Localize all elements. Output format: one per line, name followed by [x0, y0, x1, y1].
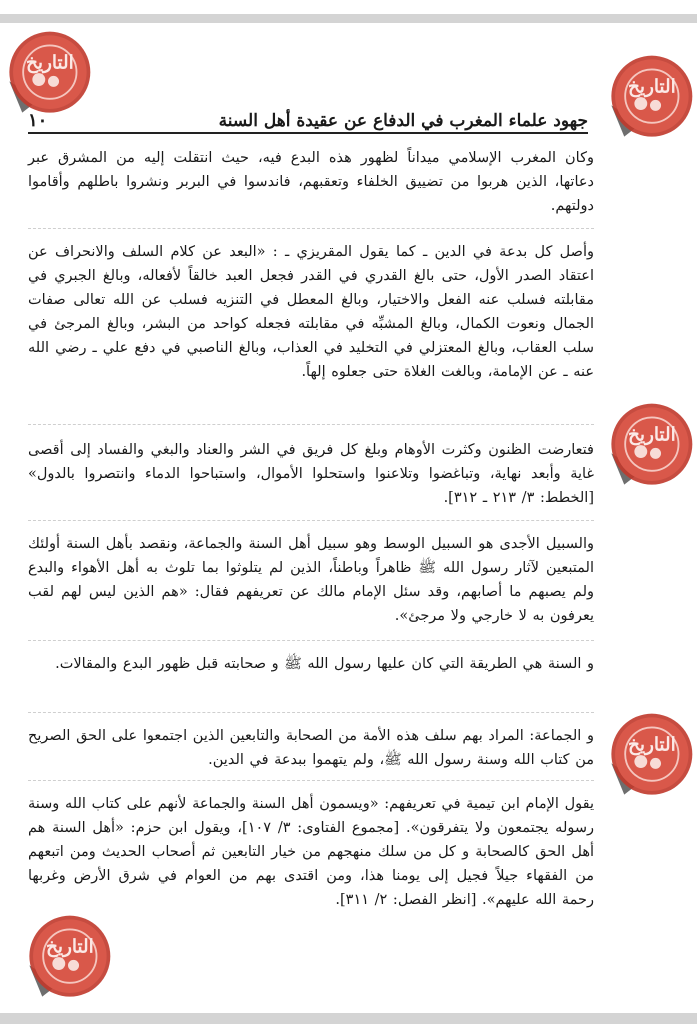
svg-text:التاريخ: التاريخ: [45, 936, 94, 958]
divider: [28, 640, 594, 641]
paragraph: و الجماعة: المراد بهم سلف هذه الأمة من الصحابة والتابعين الذين اجتمعوا على الحق الصريح من كتاب الله وسنة رسول الله ﷺ، ولم يتهموا ببدعة في الدين.: [28, 728, 594, 768]
bottom-margin-band: [0, 1013, 697, 1024]
paragraph: وكان المغرب الإسلامي ميداناً لظهور هذه البدع فيه، حيث انتقلت إليه من المشرق عبر دعاتها، الذين هربوا من تضييق الخلفاء وتعقبهم، فاندسوا في البربر ونشروا باطلهم وأقاموا دولتهم.: [28, 150, 594, 214]
top-margin-band: [0, 0, 697, 18]
divider: [28, 712, 594, 713]
seal-watermark-icon: [604, 400, 696, 492]
running-title: جهود علماء المغرب في الدفاع عن عقيدة أهل السنة: [218, 111, 588, 131]
divider: [28, 780, 594, 781]
page-number: ١٠: [28, 110, 48, 131]
paragraph: و السنة هي الطريقة التي كان عليها رسول الله ﷺ و صحابته قبل ظهور البدع والمقالات.: [55, 656, 594, 672]
paragraph: وأصل كل بدعة في الدين ـ كما يقول المقريزي ـ : «البعد عن كلام السلف والانحراف عن اعتقاد الصدر الأول، حتى بالغ القدري في القدر فجعل العبد خالقاً لأفعاله، وبالغ الجبري في مقابلته فسلب عنه الفعل والاختيار، وبالغ المعطل في التنزيه فسلب عن الله تعالى صفات الجمال ونعوت الكمال، وبالغ المشبِّه في مقابلته فجعله كواحد من البشر، وبالغ المرجئ في سلب العقاب، وبالغ المعتزلي في التخليد في العذاب، وبالغ الناصبي في دفع علي ـ رضي الله عنه ـ عن الإمامة، وبالغت الغلاة حتى جعلوه إلهاً.: [28, 244, 594, 380]
seal-watermark-icon: [604, 710, 696, 802]
divider: [28, 424, 594, 425]
header-rule: [28, 132, 588, 134]
svg-text:التاريخ: التاريخ: [25, 52, 74, 74]
paragraph: والسبيل الأجدى هو السبيل الوسط وهو سبيل أهل السنة والجماعة، ونقصد بأهل السنة أولئك المتبعين لآثار رسول الله ﷺ ظاهراً وباطناً، الذين لم يتلوثوا بما تلوث به أهل الأهواء والبدع ولم يصبهم ما أصابهم، وقد سئل الإمام مالك عن تعريفهم فقال: «هم الذين ليس لهم لقب يعرفون به لا خارجي ولا مرجئ».: [28, 536, 594, 624]
seal-watermark-icon: [22, 912, 114, 1004]
svg-text:التاريخ: التاريخ: [627, 424, 676, 446]
seal-watermark-icon: [604, 52, 696, 144]
paragraph: فتعارضت الظنون وكثرت الأوهام وبلغ كل فريق في الشر والعناد والبغي والفساد إلى أقصى غاية وأبعد نهاية، وتباغضوا وتلاعنوا واستحلوا الأموال، واستباحوا الدماء وانتصروا بالدول» [الخطط: ٣/ ٢١٣ ـ ٣١٢].: [28, 442, 594, 506]
divider: [28, 228, 594, 229]
svg-text:التاريخ: التاريخ: [627, 734, 676, 756]
svg-text:التاريخ: التاريخ: [627, 76, 676, 98]
seal-watermark-icon: [2, 28, 94, 120]
paragraph: يقول الإمام ابن تيمية في تعريفهم: «ويسمون أهل السنة والجماعة لأنهم على كتاب الله وسنة رسوله يجتمعون ولا يتفرقون». [مجموع الفتاوى: ٣/ ١٠٧]، ويقول ابن حزم: «أهل السنة هم أهل الحق كالصحابة و كل من سلك منهجهم من خيار التابعين ثم أصحاب الحديث ومن اتبعهم من الفقهاء جيلاً فجيل إلى يومنا هذا، ومن اقتدى بهم من العوام في شرق الأرض وغربها رحمة الله عليهم». [انظر الفصل: ٢/ ٣١١].: [28, 796, 595, 908]
divider: [28, 520, 594, 521]
